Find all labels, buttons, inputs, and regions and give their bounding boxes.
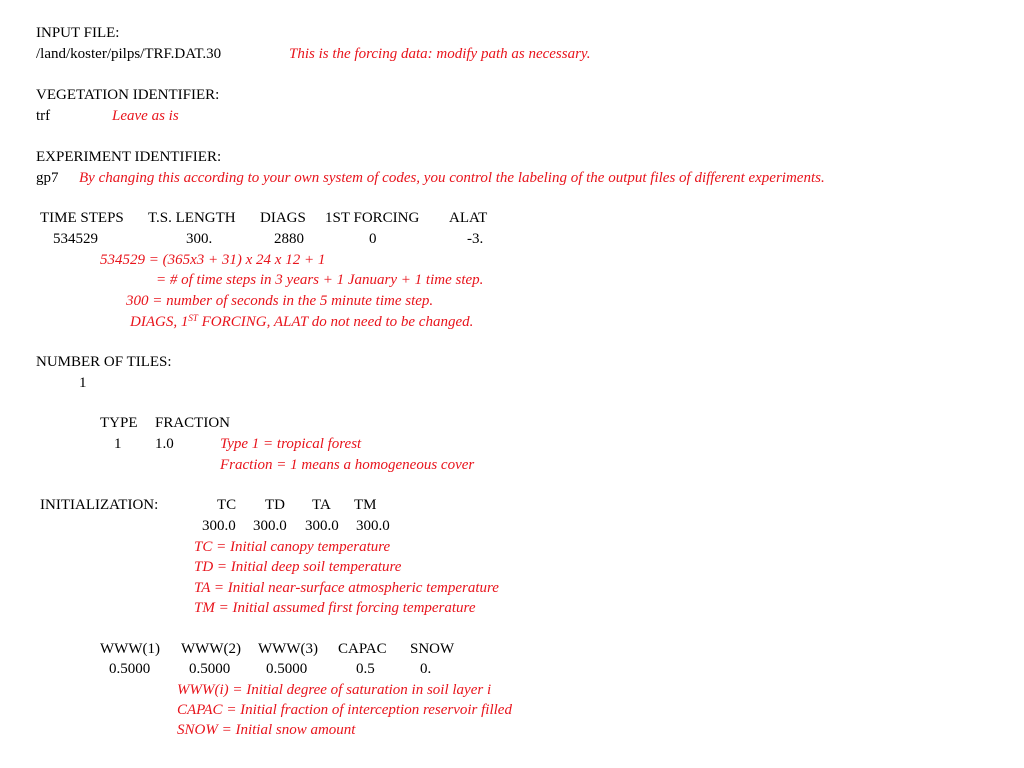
time-steps-note-formula: 534529 = (365x3 + 31) x 24 x 12 + 1 bbox=[100, 252, 326, 268]
value-snow: 0. bbox=[420, 661, 432, 677]
value-ts-length: 300. bbox=[186, 231, 213, 247]
value-capac: 0.5 bbox=[356, 661, 375, 677]
td-note: TD = Initial deep soil temperature bbox=[194, 559, 402, 575]
header-diags: DIAGS bbox=[260, 210, 306, 226]
tm-note: TM = Initial assumed first forcing temperature bbox=[194, 600, 476, 616]
value-time-steps: 534529 bbox=[53, 231, 98, 247]
tiles-value: 1 bbox=[79, 375, 87, 391]
header-tc: TC bbox=[217, 497, 237, 513]
experiment-value: gp7 bbox=[36, 170, 59, 186]
value-tm: 300.0 bbox=[356, 518, 390, 534]
header-ta: TA bbox=[312, 497, 331, 513]
header-time-steps: TIME STEPS bbox=[40, 210, 124, 226]
time-steps-note-explanation: = # of time steps in 3 years + 1 January + 1 time step. bbox=[156, 272, 484, 288]
value-diags: 2880 bbox=[274, 231, 304, 247]
header-1st-forcing: 1ST FORCING bbox=[325, 210, 420, 226]
value-fraction: 1.0 bbox=[155, 436, 174, 452]
header-www1: WWW(1) bbox=[100, 641, 160, 657]
value-alat: -3. bbox=[467, 231, 484, 247]
fraction-note: Fraction = 1 means a homogeneous cover bbox=[220, 457, 475, 473]
tc-note: TC = Initial canopy temperature bbox=[194, 539, 391, 555]
input-file-heading: INPUT FILE: bbox=[36, 25, 120, 41]
www-note: WWW(i) = Initial degree of saturation in soil layer i bbox=[177, 682, 492, 698]
header-td: TD bbox=[265, 497, 285, 513]
experiment-note: By changing this according to your own system of codes, you control the labeling of the output files of different experiments. bbox=[79, 170, 825, 186]
value-www2: 0.5000 bbox=[189, 661, 231, 677]
header-ts-length: T.S. LENGTH bbox=[148, 210, 236, 226]
vegetation-heading: VEGETATION IDENTIFIER: bbox=[36, 87, 220, 103]
header-snow: SNOW bbox=[410, 641, 455, 657]
input-file-path: /land/koster/pilps/TRF.DAT.30 bbox=[36, 46, 222, 62]
initialization-heading: INITIALIZATION: bbox=[40, 497, 159, 513]
ts-length-note: 300 = number of seconds in the 5 minute time step. bbox=[126, 293, 434, 309]
value-td: 300.0 bbox=[253, 518, 287, 534]
ta-note: TA = Initial near-surface atmospheric temperature bbox=[194, 580, 499, 596]
header-www2: WWW(2) bbox=[181, 641, 241, 657]
header-fraction: FRACTION bbox=[155, 415, 231, 431]
value-www1: 0.5000 bbox=[109, 661, 151, 677]
capac-note: CAPAC = Initial fraction of interception reservoir filled bbox=[177, 702, 512, 718]
value-tc: 300.0 bbox=[202, 518, 236, 534]
value-www3: 0.5000 bbox=[266, 661, 308, 677]
type-note: Type 1 = tropical forest bbox=[220, 436, 362, 452]
snow-note: SNOW = Initial snow amount bbox=[177, 722, 356, 738]
header-alat: ALAT bbox=[449, 210, 488, 226]
value-type: 1 bbox=[114, 436, 122, 452]
header-capac: CAPAC bbox=[338, 641, 387, 657]
vegetation-value: trf bbox=[36, 108, 51, 124]
input-file-note: This is the forcing data: modify path as necessary. bbox=[289, 46, 591, 62]
header-tm: TM bbox=[354, 497, 377, 513]
value-1st-forcing: 0 bbox=[369, 231, 377, 247]
tiles-heading: NUMBER OF TILES: bbox=[36, 354, 172, 370]
experiment-heading: EXPERIMENT IDENTIFIER: bbox=[36, 149, 222, 165]
unchanged-params-note: DIAGS, 1ST FORCING, ALAT do not need to be changed. bbox=[130, 313, 474, 330]
header-type: TYPE bbox=[100, 415, 138, 431]
header-www3: WWW(3) bbox=[258, 641, 318, 657]
vegetation-note: Leave as is bbox=[112, 108, 179, 124]
value-ta: 300.0 bbox=[305, 518, 339, 534]
